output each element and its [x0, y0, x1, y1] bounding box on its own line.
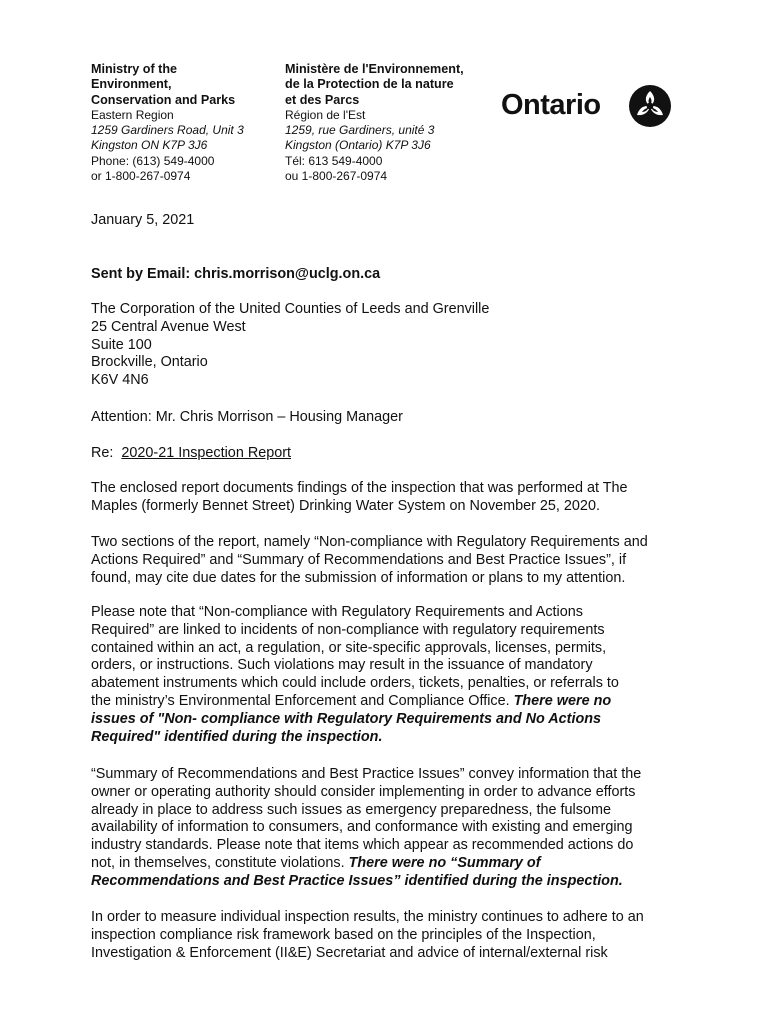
paragraph-line: inspection compliance risk framework based on the principles of the Inspection,: [91, 926, 596, 943]
tollfree-en: or 1-800-267-0974: [91, 169, 191, 184]
ministry-name-en-2: Environment,: [91, 77, 172, 92]
letterhead-english: [91, 62, 271, 184]
phone-en: Phone: (613) 549-4000: [91, 153, 215, 168]
recipient-line: K6V 4N6: [91, 372, 149, 389]
address-fr-2: Kingston (Ontario) K7P 3J6: [285, 138, 431, 153]
paragraph-5: [91, 909, 691, 962]
attention-line: Attention: Mr. Chris Morrison – Housing Manager: [91, 409, 403, 425]
paragraph-line: Investigation & Enforcement (II&E) Secretariat and advice of internal/external risk: [91, 944, 608, 961]
ministry-name-fr-1: Ministère de l'Environnement,: [285, 62, 464, 76]
paragraph-line: availability of information to consumers, and conformance with existing and emerging: [91, 819, 633, 836]
paragraph-line: Two sections of the report, namely “Non-compliance with Regulatory Requirements and: [91, 534, 648, 550]
paragraph-line: Required" identified during the inspection.: [91, 728, 383, 745]
re-subject: 2020-21 Inspection Report: [121, 445, 292, 461]
address-en-1: 1259 Gardiners Road, Unit 3: [91, 123, 244, 138]
paragraph-line: found, may cite due dates for the submission of information or plans to my attention.: [91, 569, 626, 586]
paragraph-4: [91, 766, 691, 891]
recipient-line: The Corporation of the United Counties of Leeds and Grenville: [91, 301, 490, 317]
phone-fr: Tél: 613 549-4000: [285, 153, 383, 168]
region-fr: Région de l'Est: [285, 107, 366, 122]
re-line: [91, 445, 691, 463]
paragraph-1: [91, 480, 691, 516]
paragraph-line: Actions Required” and “Summary of Recommendations and Best Practice Issues”, if: [91, 551, 627, 568]
ontario-trillium-icon: [628, 84, 672, 128]
paragraph-line: the ministry’s Environmental Enforcement and Compliance Office. There were no: [91, 692, 612, 709]
paragraph-3: [91, 604, 691, 746]
recipient-line: Suite 100: [91, 336, 152, 353]
paragraph-line: Maples (formerly Bennet Street) Drinking Water System on November 25, 2020.: [91, 497, 600, 514]
paragraph-line: already in place to address such issues as emergency preparedness, the fulsome: [91, 801, 611, 818]
recipient-line: Brockville, Ontario: [91, 354, 208, 371]
paragraph-2: [91, 534, 691, 587]
paragraph-line: orders, or instructions. Such violations may result in the issuance of mandatory: [91, 657, 593, 674]
recipient-address: [91, 301, 691, 390]
paragraph-line: issues of "Non- compliance with Regulatory Requirements and No Actions: [91, 710, 602, 727]
region-en: Eastern Region: [91, 107, 174, 122]
paragraph-line: The enclosed report documents findings of the inspection that was performed at The: [91, 480, 628, 496]
paragraph-line: Please note that “Non-compliance with Regulatory Requirements and Actions: [91, 604, 583, 620]
paragraph-line: industry standards. Please note that items which appear as recommended actions do: [91, 837, 634, 854]
ministry-name-fr-2: de la Protection de la nature: [285, 77, 454, 92]
paragraph-line: “Summary of Recommendations and Best Practice Issues” convey information that the: [91, 766, 642, 782]
letter-date: January 5, 2021: [91, 212, 195, 228]
address-fr-1: 1259, rue Gardiners, unité 3: [285, 123, 435, 138]
ontario-wordmark: Ontario: [501, 89, 601, 121]
paragraph-line: Recommendations and Best Practice Issues” identified during the inspection.: [91, 872, 623, 889]
ministry-name-fr-3: et des Parcs: [285, 92, 360, 107]
paragraph-line: owner or operating authority should consider implementing in order to advance efforts: [91, 783, 636, 800]
ministry-name-en-3: Conservation and Parks: [91, 92, 236, 107]
recipient-line: 25 Central Avenue West: [91, 318, 246, 335]
re-label: Re:: [91, 445, 114, 461]
paragraph-line: abatement instruments which could include orders, tickets, penalties, or referrals to: [91, 675, 619, 692]
tollfree-fr: ou 1-800-267-0974: [285, 169, 388, 184]
letterhead-french: [285, 62, 500, 184]
paragraph-line: Required” are linked to incidents of non-compliance with regulatory requirements: [91, 621, 605, 638]
paragraph-line: In order to measure individual inspection results, the ministry continues to adhere to an: [91, 909, 644, 925]
paragraph-line: not, in themselves, constitute violations. There were no “Summary of: [91, 854, 541, 871]
address-en-2: Kingston ON K7P 3J6: [91, 138, 208, 153]
ministry-name-en-1: Ministry of the: [91, 62, 178, 76]
paragraph-line: contained within an act, a regulation, or site-specific approvals, licenses, permits,: [91, 639, 607, 656]
sent-by-email: Sent by Email: chris.morrison@uclg.on.ca: [91, 266, 381, 282]
ontario-logo: [501, 84, 676, 132]
